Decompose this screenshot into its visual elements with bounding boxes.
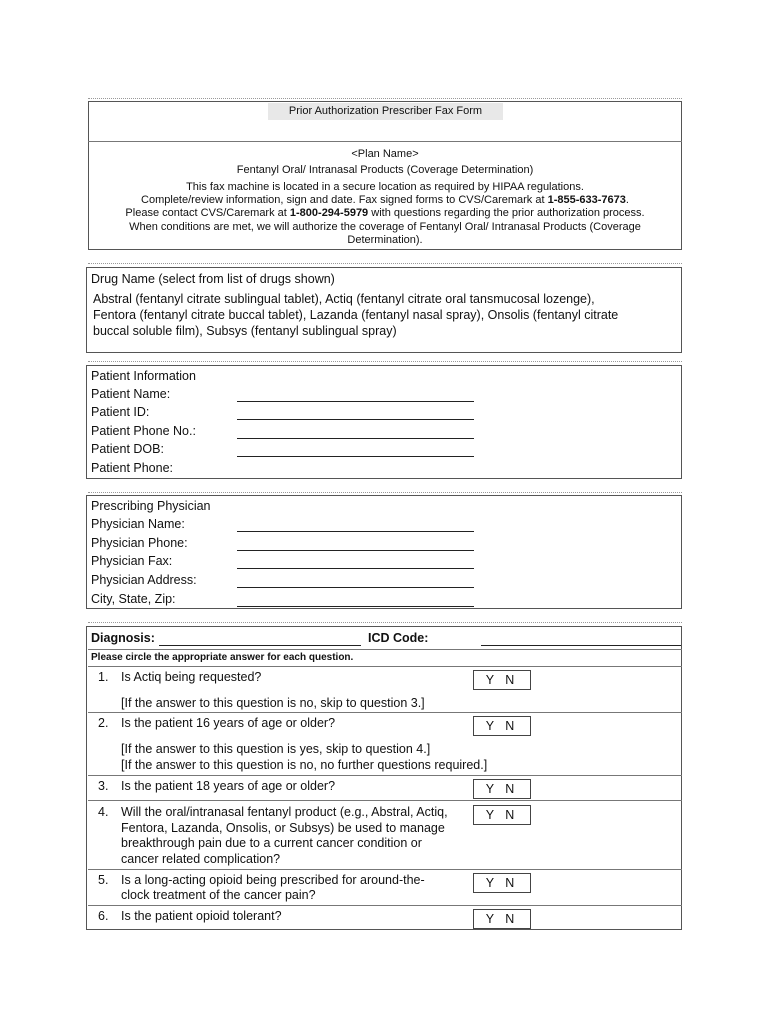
question-text: Is the patient 18 years of age or older? [121, 779, 336, 793]
yes-no-answer[interactable]: Y N [473, 670, 531, 690]
row-divider [88, 712, 682, 713]
row-divider [88, 800, 682, 801]
question-number: 5. [98, 873, 109, 887]
diagnosis-label: Diagnosis: [91, 631, 155, 645]
coverage-line: When conditions are met, we will authorize the coverage of Fentanyl Oral/ Intranasal Products (Coverage [129, 221, 641, 233]
divider [88, 492, 682, 493]
question-text: Is the patient opioid tolerant? [121, 909, 282, 923]
fax-number: 1-855-633-7673 [547, 194, 626, 206]
drug-heading: Drug Name (select from list of drugs shown) [91, 272, 335, 286]
yes-no-answer[interactable]: Y N [473, 716, 531, 736]
patient-heading: Patient Information [91, 369, 196, 383]
physician-address-field[interactable] [237, 587, 474, 588]
form-subtitle: Fentanyl Oral/ Intranasal Products (Coverage Determination) [236, 164, 534, 176]
fax-instruction-end: . [625, 194, 629, 206]
question-number: 3. [98, 779, 109, 793]
physician-heading: Prescribing Physician [91, 499, 211, 513]
icd-code-label: ICD Code: [368, 631, 429, 645]
question-number: 2. [98, 716, 109, 730]
yes-no-answer[interactable]: Y N [473, 805, 531, 825]
yes-no-answer[interactable]: Y N [473, 779, 531, 799]
physician-fax-label: Physician Fax: [91, 554, 173, 568]
question-text: breakthrough pain due to a current cancer condition or [121, 836, 422, 850]
question-text: Will the oral/intranasal fentanyl product (e.g., Abstral, Actiq, [121, 805, 448, 819]
diagnosis-field[interactable] [159, 645, 361, 646]
patient-phone-no-field[interactable] [237, 438, 474, 439]
drug-list-line: buccal soluble film), Subsys (fentanyl sublingual spray) [93, 324, 397, 338]
header-divider [88, 141, 682, 142]
plan-name: <Plan Name> [351, 148, 419, 160]
physician-address-label: Physician Address: [91, 573, 197, 587]
yes-no-answer[interactable]: Y N [473, 873, 531, 893]
row-divider [88, 869, 682, 870]
fax-instruction [88, 194, 682, 208]
contact-phone: 1-800-294-5979 [289, 207, 369, 219]
question-text: Is the patient 16 years of age or older? [121, 716, 336, 730]
question-number: 4. [98, 805, 109, 819]
section-divider [88, 666, 682, 667]
patient-name-label: Patient Name: [91, 387, 171, 401]
question-note: [If the answer to this question is no, skip to question 3.] [121, 696, 425, 710]
patient-dob-field[interactable] [237, 456, 474, 457]
hipaa-line: This fax machine is located in a secure location as required by HIPAA regulations. [186, 181, 584, 193]
form-title: Prior Authorization Prescriber Fax Form [288, 105, 483, 117]
icd-code-field[interactable] [481, 645, 681, 646]
physician-phone-label: Physician Phone: [91, 536, 188, 550]
physician-name-label: Physician Name: [91, 517, 185, 531]
patient-id-field[interactable] [237, 419, 474, 420]
patient-phone-label: Patient Phone: [91, 461, 174, 475]
question-number: 1. [98, 670, 109, 684]
city-state-zip-field[interactable] [237, 606, 474, 607]
section-divider [88, 649, 682, 650]
question-text: clock treatment of the cancer pain? [121, 888, 316, 902]
physician-fax-field[interactable] [237, 568, 474, 569]
question-note: [If the answer to this question is no, no further questions required.] [121, 758, 488, 772]
divider [88, 263, 682, 264]
physician-phone-field[interactable] [237, 550, 474, 551]
divider [88, 98, 682, 99]
contact-text-end: with questions regarding the prior authorization process. [368, 207, 645, 219]
question-text: Is a long-acting opioid being prescribed for around-the- [121, 873, 425, 887]
patient-phone-no-label: Patient Phone No.: [91, 424, 196, 438]
question-number: 6. [98, 909, 109, 923]
row-divider [88, 905, 682, 906]
physician-name-field[interactable] [237, 531, 474, 532]
contact-text: Please contact CVS/Caremark at [125, 207, 290, 219]
fax-instruction-text: Complete/review information, sign and date. Fax signed forms to CVS/Caremark at [141, 194, 548, 206]
question-text: Fentora, Lazanda, Onsolis, or Subsys) be used to manage [121, 821, 445, 835]
drug-list-line: Abstral (fentanyl citrate sublingual tablet), Actiq (fentanyl citrate oral tansmucosal lozenge), [93, 292, 595, 306]
drug-list-line: Fentora (fentanyl citrate buccal tablet), Lazanda (fentanyl nasal spray), Onsolis (fentanyl citrate [93, 308, 619, 322]
question-text: Is Actiq being requested? [121, 670, 262, 684]
question-text: cancer related complication? [121, 852, 281, 866]
divider [88, 361, 682, 362]
row-divider [88, 775, 682, 776]
contact-line [88, 207, 682, 221]
yes-no-answer[interactable]: Y N [473, 909, 531, 929]
patient-dob-label: Patient DOB: [91, 442, 164, 456]
question-note: [If the answer to this question is yes, skip to question 4.] [121, 742, 431, 756]
patient-name-field[interactable] [237, 401, 474, 402]
patient-id-label: Patient ID: [91, 405, 150, 419]
coverage-line-end: Determination). [347, 234, 423, 246]
divider [88, 622, 682, 623]
instruction-text: Please circle the appropriate answer for each question. [91, 652, 354, 663]
city-state-zip-label: City, State, Zip: [91, 592, 176, 606]
